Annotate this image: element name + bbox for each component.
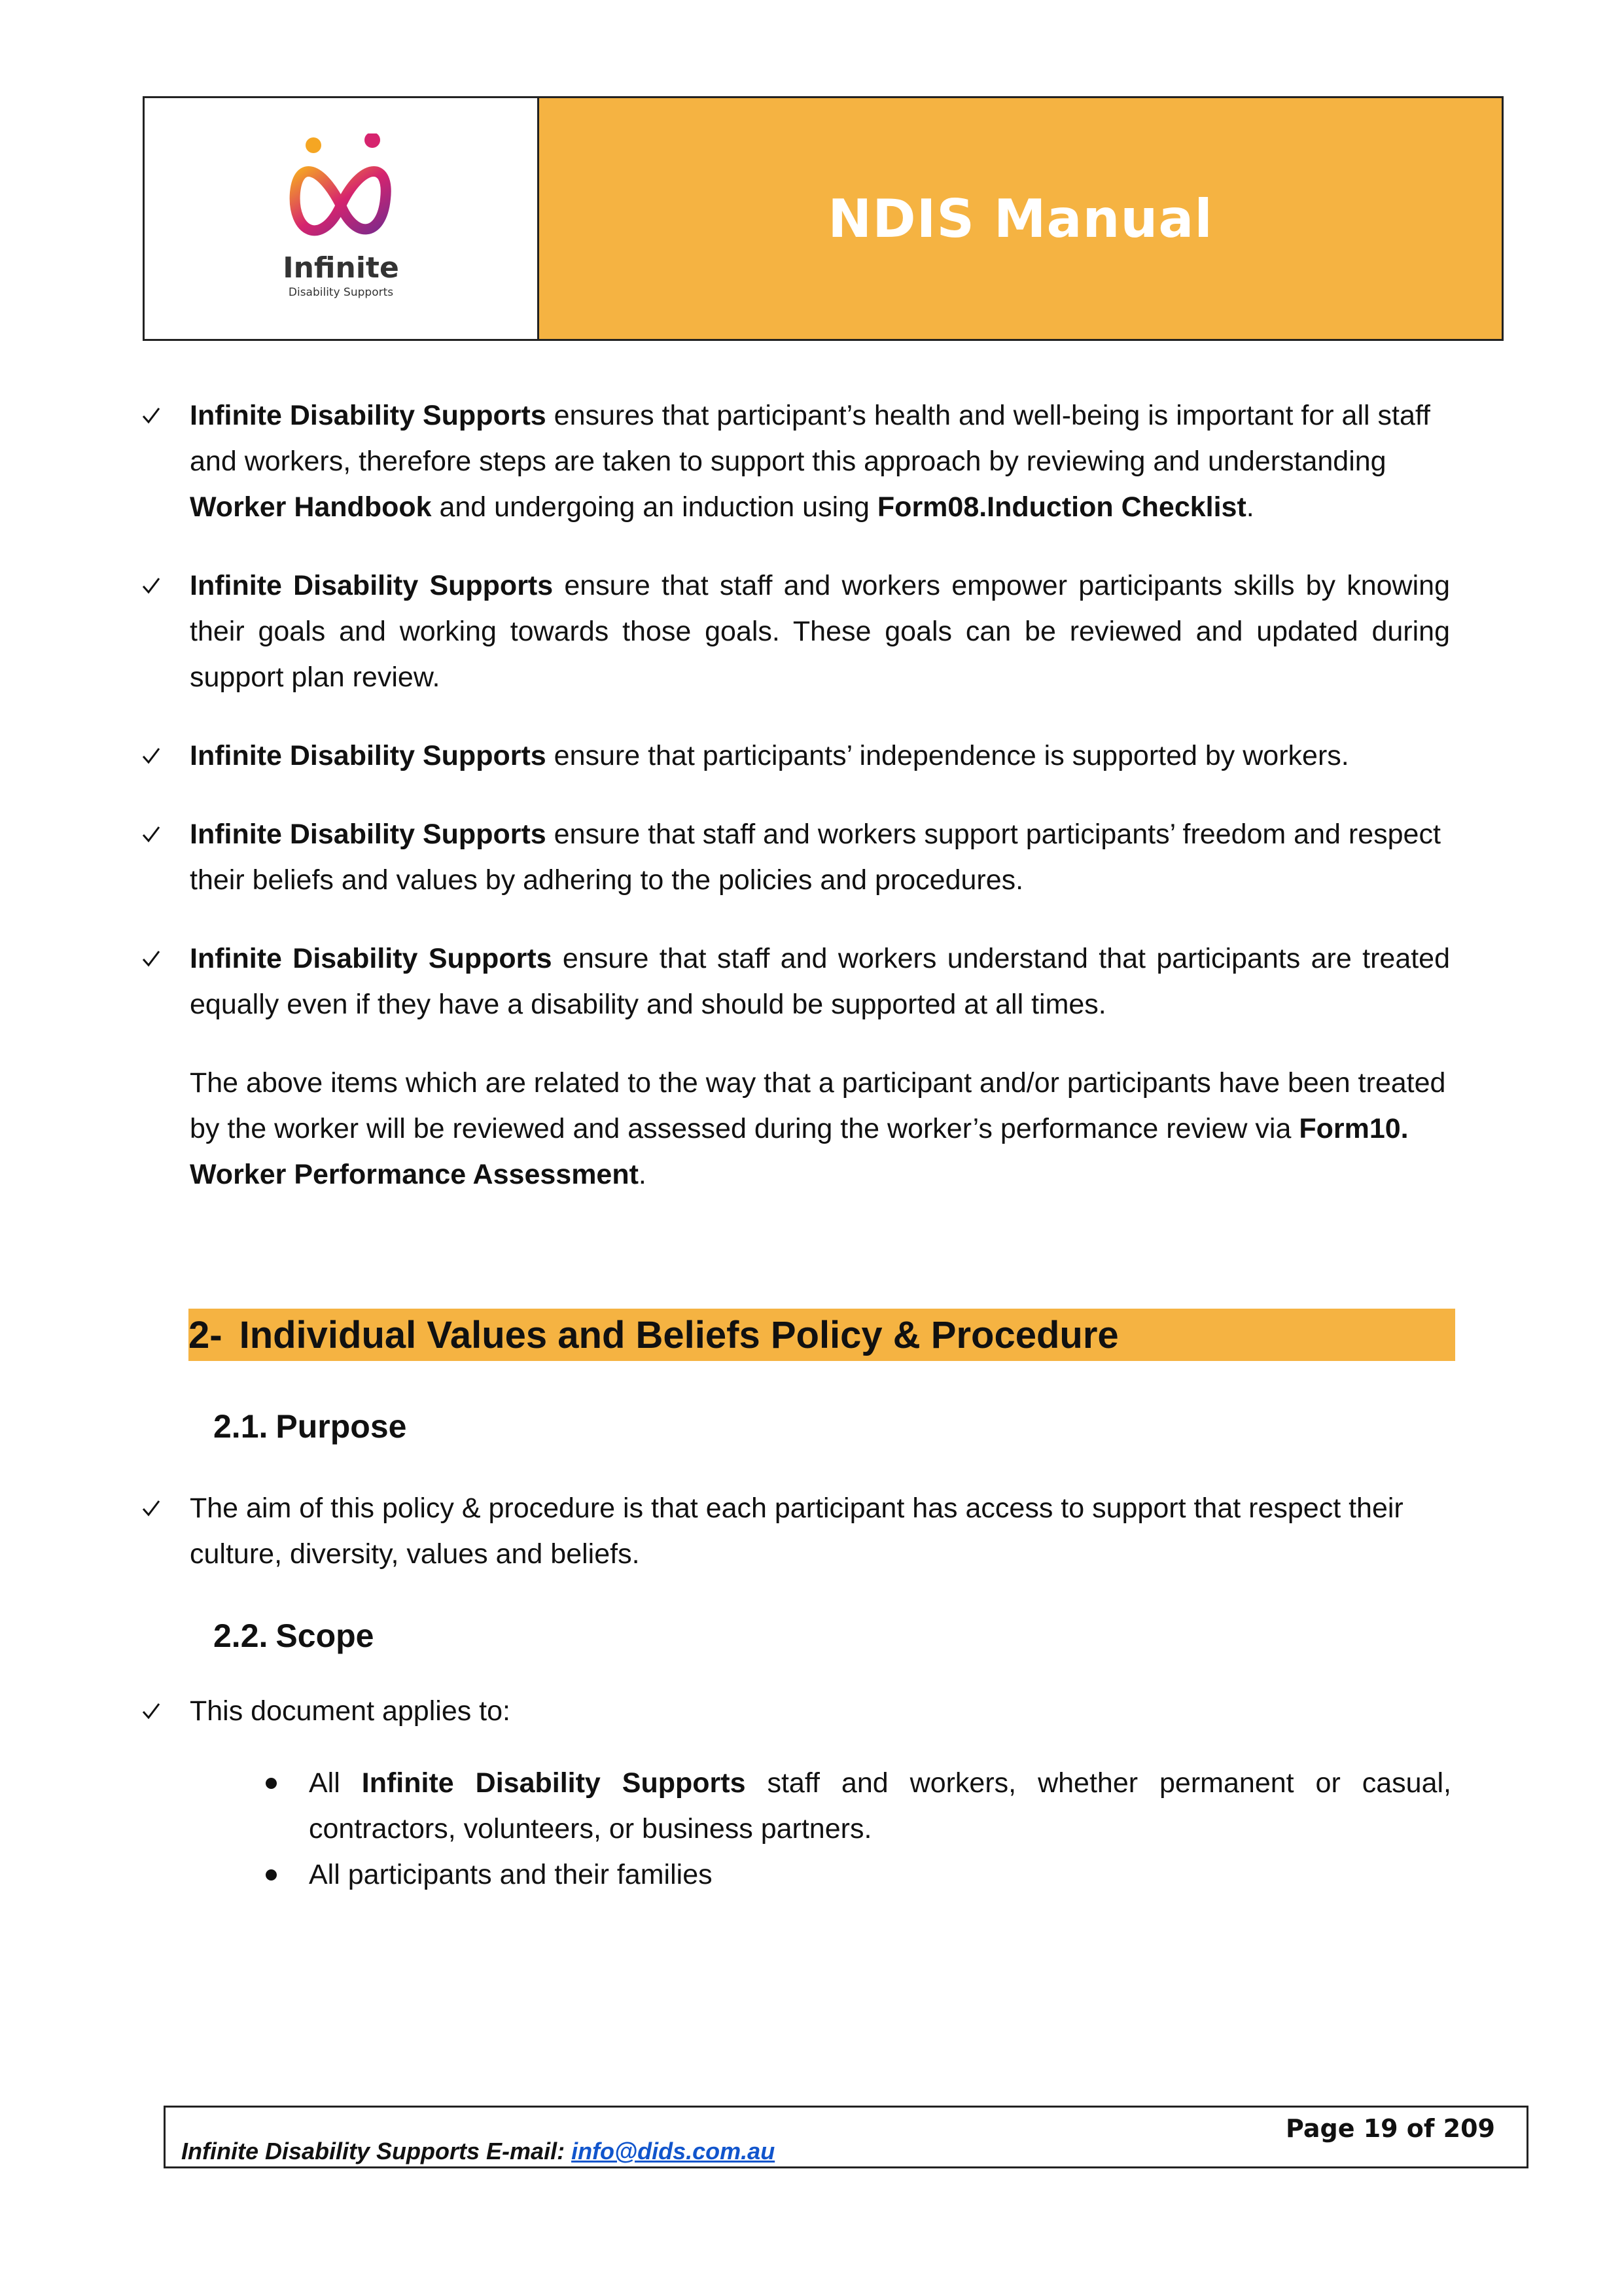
checkmark-icon — [141, 1688, 168, 1734]
item-text: ensure that staff and workers understand that participants are treated equally even if they have a disability and should be supported at all times. — [190, 943, 1451, 1020]
item-text: and undergoing an induction using — [431, 491, 877, 523]
item-text: This document applies to: — [190, 1695, 510, 1727]
footer-label: Infinite Disability Supports E-mail: — [181, 2138, 572, 2164]
note-text: . — [638, 1159, 646, 1190]
page-footer — [164, 2106, 1528, 2168]
company-name: Infinite Disability Supports — [361, 1767, 746, 1799]
subsection-number: 2.2. — [213, 1617, 268, 1654]
section-title: Individual Values and Beliefs Policy & Procedure — [239, 1313, 1119, 1356]
section-number: 2- — [188, 1313, 222, 1356]
list-item — [141, 936, 1450, 1027]
list-item — [141, 1688, 1450, 1734]
bullet-item — [309, 1852, 1451, 1898]
subsection-title: Scope — [275, 1617, 374, 1654]
company-name: Infinite Disability Supports — [190, 570, 554, 601]
bullet-icon — [258, 1760, 284, 1806]
subsection-number: 2.1. — [213, 1408, 268, 1445]
item-text: ensure that staff and workers support participants’ freedom and respect their beliefs and values by adhering to the policies and procedures. — [190, 819, 1441, 896]
bullet-text: All participants and their families — [309, 1859, 713, 1890]
page-header — [143, 96, 1504, 341]
performance-form-ref: Form10. Worker Performance Assessment — [190, 1113, 1409, 1190]
email-link[interactable]: info@dids.com.au — [571, 2138, 775, 2164]
page-number: Page 19 of 209 — [1286, 2114, 1495, 2143]
review-note — [141, 1060, 1450, 1197]
page-content — [141, 393, 1450, 1898]
subsection-heading-purpose — [213, 1400, 1450, 1453]
logo-cell — [145, 98, 539, 339]
company-name: Infinite Disability Supports — [190, 400, 546, 431]
logo-tagline: Disability Supports — [288, 286, 394, 299]
company-name: Infinite Disability Supports — [190, 740, 546, 771]
list-item — [141, 811, 1450, 903]
logo-dot-left — [306, 137, 321, 153]
list-item — [141, 563, 1450, 700]
company-name: Infinite Disability Supports — [190, 943, 552, 974]
bullet-text: staff and workers, whether permanent or casual, contractors, volunteers, or business partners. — [309, 1767, 1452, 1845]
induction-form-ref: Form08.Induction Checklist — [877, 491, 1246, 523]
footer-contact — [181, 2138, 775, 2165]
checkmark-icon — [141, 393, 168, 438]
company-name: Infinite Disability Supports — [190, 819, 546, 850]
checkmark-icon — [141, 733, 168, 779]
bullet-item — [309, 1760, 1451, 1852]
note-text: The above items which are related to the way that a participant and/or participants have been treated by the worker will be reviewed and assessed during the worker’s performance review via — [190, 1067, 1446, 1144]
subsection-title: Purpose — [275, 1408, 407, 1445]
item-text: ensure that participants’ independence is supported by workers. — [546, 740, 1349, 771]
checkmark-icon — [141, 1485, 168, 1531]
item-text: . — [1246, 491, 1254, 523]
bullet-text: All — [309, 1767, 362, 1799]
list-item — [141, 393, 1450, 530]
scope-bullet-list — [309, 1760, 1451, 1898]
bullet-icon — [258, 1852, 284, 1898]
infinity-icon — [295, 171, 386, 230]
section-heading — [188, 1309, 1455, 1361]
checkmark-icon — [141, 936, 168, 981]
document-title: NDIS Manual — [828, 188, 1213, 249]
checkmark-icon — [141, 811, 168, 857]
worker-handbook-ref: Worker Handbook — [190, 491, 432, 523]
logo-name: Infinite — [283, 251, 399, 285]
subsection-heading-scope — [213, 1610, 1450, 1662]
item-text: ensures that participant’s health and well-being is important for all staff and workers, therefore steps are taken to support this approach by reviewing and understanding — [190, 400, 1430, 477]
item-text: The aim of this policy & procedure is that each participant has access to support that respect their culture, diversity, values and beliefs. — [190, 1492, 1403, 1570]
list-item — [141, 733, 1450, 779]
list-item — [141, 1485, 1450, 1577]
logo-dot-right — [364, 133, 380, 148]
infinite-logo — [262, 133, 419, 304]
item-text: ensure that staff and workers empower participants skills by knowing their goals and working towards those goals. These goals can be reviewed and updated during support plan review. — [190, 570, 1450, 693]
title-cell — [539, 98, 1502, 339]
checkmark-icon — [141, 563, 168, 609]
